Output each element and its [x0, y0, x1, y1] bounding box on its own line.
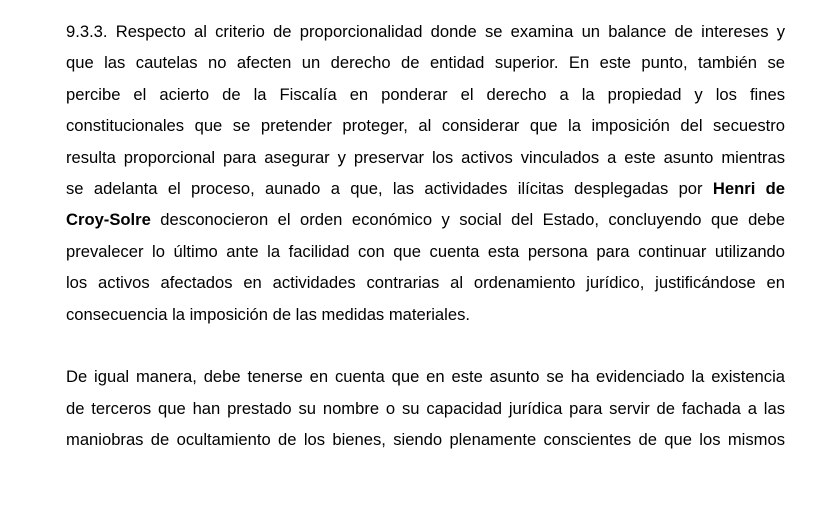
- text-run: se adelanta el proceso, aunado a que, las actividades ilícitas desplegadas por: [66, 178, 713, 198]
- text-line: [66, 173, 785, 204]
- text-line: prevalecer lo último ante la facilidad con que cuenta esta persona para continuar utilizando: [66, 241, 785, 261]
- text-line: resulta proporcional para asegurar y preservar los activos vinculados a este asunto mientras: [66, 147, 785, 167]
- text-line: constitucionales que se pretender proteger, al considerar que la imposición del secuestro: [66, 116, 785, 136]
- text-line: los activos afectados en actividades contrarias al ordenamiento jurídico, justificándose en: [66, 273, 785, 293]
- text-line: percibe el acierto de la Fiscalía en ponderar el derecho a la propiedad y los fines: [66, 84, 785, 104]
- text-line: [66, 204, 785, 235]
- text-run: desconocieron el orden económico y social del Estado, concluyendo que debe: [150, 210, 785, 230]
- paragraph-proporcionalidad: [66, 16, 785, 330]
- text-line: maniobras de ocultamiento de los bienes, siendo plenamente conscientes de que los mismos: [66, 430, 785, 450]
- text-line: consecuencia la imposición de las medidas materiales.: [66, 304, 470, 324]
- text-line: De igual manera, debe tenerse en cuenta que en este asunto se ha evidenciado la existencia: [66, 367, 785, 387]
- text-line: que las cautelas no afecten un derecho de entidad superior. En este punto, también se: [66, 53, 785, 73]
- document-page: [66, 16, 785, 455]
- text-line: 9.3.3. Respecto al criterio de proporcionalidad donde se examina un balance de intereses y: [66, 22, 785, 41]
- text-line: de terceros que han prestado su nombre o su capacidad jurídica para servir de fachada a las: [66, 398, 785, 418]
- paragraph-gap: [66, 330, 785, 361]
- paragraph-terceros: [66, 361, 785, 455]
- person-name-bold: Croy-Solre: [66, 210, 151, 230]
- person-name-bold: Henri de: [712, 178, 785, 198]
